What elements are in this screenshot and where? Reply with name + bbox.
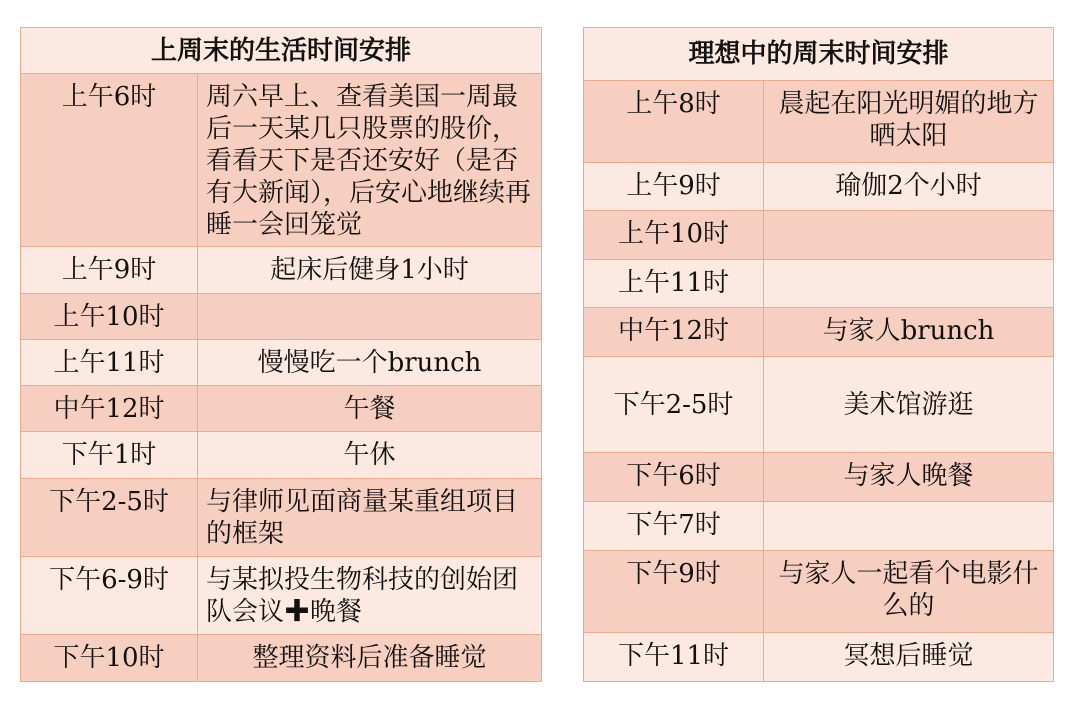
time-cell: 上午6时 [21, 74, 198, 247]
schedule-row [21, 247, 542, 294]
time-cell: 上午9时 [21, 247, 198, 294]
activity-cell: 整理资料后准备睡觉 [198, 635, 542, 682]
time-cell: 中午12时 [21, 386, 198, 432]
time-cell: 下午10时 [21, 635, 198, 682]
activity-cell: 冥想后睡觉 [764, 633, 1054, 682]
schedule-row [584, 551, 1054, 633]
schedule-row [21, 432, 542, 479]
schedule-row [21, 74, 542, 247]
activity-cell: 慢慢吃一个brunch [198, 340, 542, 386]
activity-cell-empty [198, 294, 542, 340]
ideal-weekend-schedule-table [583, 27, 1054, 682]
time-cell: 上午9时 [584, 163, 764, 211]
activity-cell: 与家人一起看个电影什么的 [764, 551, 1054, 633]
time-cell: 下午6-9时 [21, 557, 198, 635]
activity-cell: 与家人brunch [764, 308, 1054, 357]
schedule-row [584, 260, 1054, 308]
table-title: 上周末的生活时间安排 [21, 28, 542, 74]
activity-cell: 午休 [198, 432, 542, 479]
schedule-row [21, 294, 542, 340]
time-cell: 下午2-5时 [21, 479, 198, 557]
time-cell: 下午2-5时 [584, 357, 764, 453]
activity-cell: 与某拟投生物科技的创始团队会议✚晚餐 [198, 557, 542, 635]
activity-cell: 晨起在阳光明媚的地方晒太阳 [764, 81, 1054, 163]
last-weekend-schedule-table [20, 27, 542, 682]
schedule-row [584, 81, 1054, 163]
time-cell: 上午10时 [21, 294, 198, 340]
schedule-row [21, 557, 542, 635]
schedule-row [584, 308, 1054, 357]
schedule-row [584, 633, 1054, 682]
activity-cell-empty [764, 502, 1054, 551]
activity-cell: 周六早上、查看美国一周最后一天某几只股票的股价，看看天下是否还安好（是否有大新闻），后安心地继续再睡一会回笼觉 [198, 74, 542, 247]
table-header-row [584, 28, 1054, 81]
schedule-row [21, 386, 542, 432]
schedule-row [584, 357, 1054, 453]
time-cell: 下午7时 [584, 502, 764, 551]
activity-cell-empty [764, 211, 1054, 260]
table-header-row [21, 28, 542, 74]
time-cell: 上午11时 [21, 340, 198, 386]
time-cell: 上午11时 [584, 260, 764, 308]
schedule-row [584, 163, 1054, 211]
schedule-row [21, 635, 542, 682]
activity-cell-empty [764, 260, 1054, 308]
activity-cell: 与律师见面商量某重组项目的框架 [198, 479, 542, 557]
table-title: 理想中的周末时间安排 [584, 28, 1054, 81]
activity-cell: 与家人晚餐 [764, 453, 1054, 502]
activity-cell: 美术馆游逛 [764, 357, 1054, 453]
schedule-row [21, 479, 542, 557]
schedule-row [584, 211, 1054, 260]
time-cell: 下午9时 [584, 551, 764, 633]
activity-cell: 起床后健身1小时 [198, 247, 542, 294]
schedule-row [584, 453, 1054, 502]
time-cell: 上午10时 [584, 211, 764, 260]
activity-cell: 午餐 [198, 386, 542, 432]
activity-cell: 瑜伽2个小时 [764, 163, 1054, 211]
schedule-row [584, 502, 1054, 551]
time-cell: 中午12时 [584, 308, 764, 357]
time-cell: 上午8时 [584, 81, 764, 163]
time-cell: 下午6时 [584, 453, 764, 502]
time-cell: 下午1时 [21, 432, 198, 479]
schedule-row [21, 340, 542, 386]
time-cell: 下午11时 [584, 633, 764, 682]
